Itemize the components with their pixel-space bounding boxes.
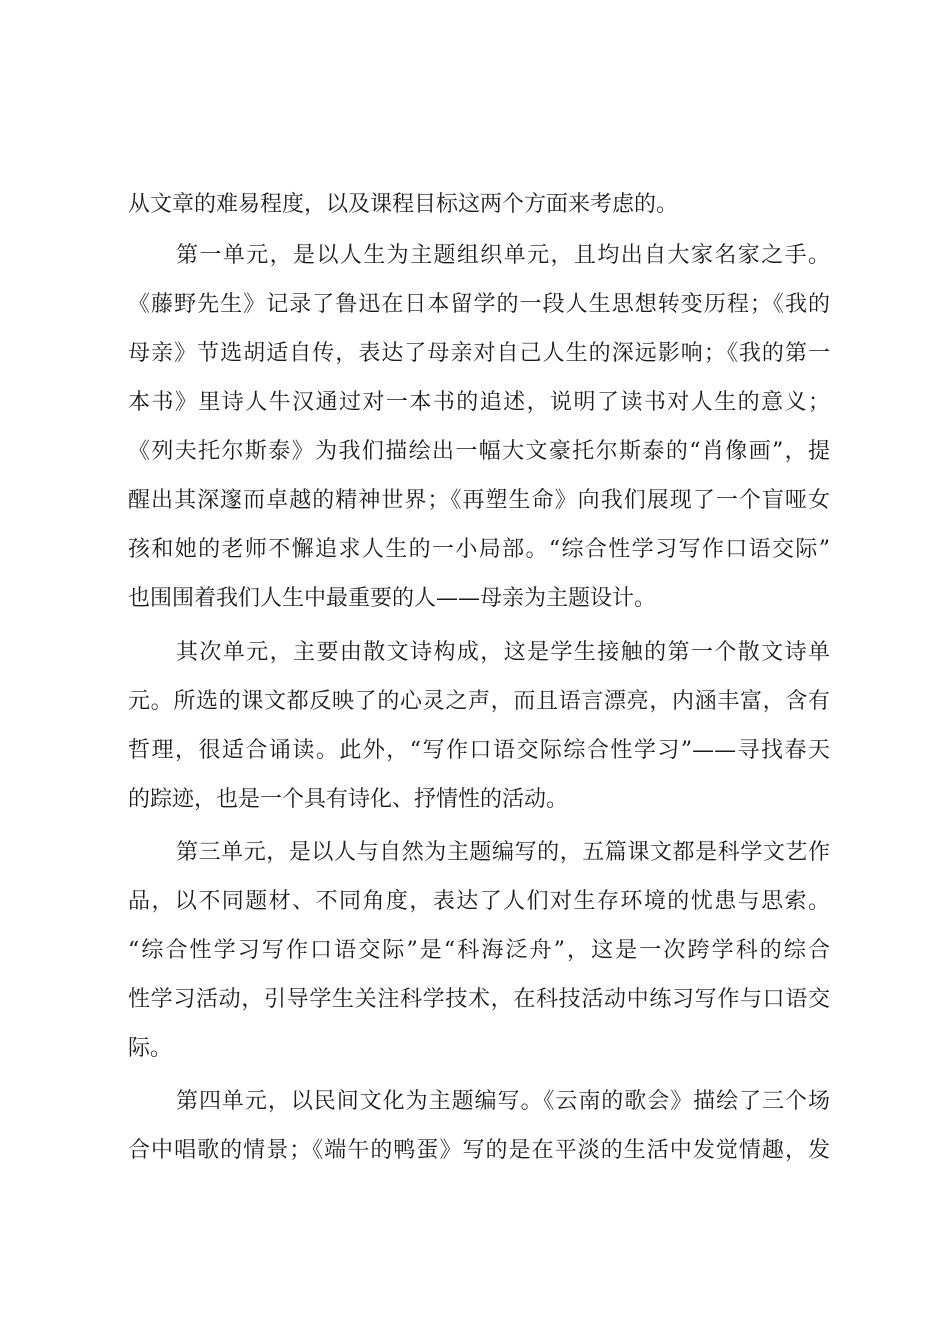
text-line: 醒出其深邃而卓越的精神世界；《再塑生命》向我们展现了一个盲哑女 [128,488,830,513]
text-line: 品，以不同题材、不同角度，表达了人们对生存环境的忧患与思索。 [128,889,830,914]
text-line: 从文章的难易程度，以及课程目标这两个方面来考虑的。 [128,192,679,217]
text-line: 本书》里诗人牛汉通过对一本书的追述，说明了读书对人生的意义； [128,390,830,415]
text-line: 性学习活动，引导学生关注科学技术，在科技活动中练习写作与口语交 [128,987,830,1012]
text-line: 《列夫托尔斯泰》为我们描绘出一幅大文豪托尔斯泰的“肖像画”，提 [128,439,830,464]
text-line: 母亲》节选胡适自传，表达了母亲对自己人生的深远影响；《我的第一 [128,341,830,366]
text-line: 的踪迹，也是一个具有诗化、抒情性的活动。 [128,787,569,812]
text-line: 《藤野先生》记录了鲁迅在日本留学的一段人生思想转变历程；《我的 [128,292,830,317]
text-line: “综合性学习写作口语交际”是“科海泛舟”，这是一次跨学科的综合 [128,938,830,963]
paragraph-first-line: 第一单元，是以人生为主题组织单元，且均出自大家名家之手。 [176,243,830,268]
text-line: 也围围着我们人生中最重要的人——母亲为主题设计。 [128,586,657,611]
paragraph-first-line: 第三单元，是以人与自然为主题编写的，五篇课文都是科学文艺作 [176,840,830,865]
text-line: 哲理，很适合诵读。此外，“写作口语交际综合性学习”——寻找春天 [128,738,830,763]
paragraph-first-line: 第四单元，以民间文化为主题编写。《云南的歌会》描绘了三个场 [176,1089,830,1114]
paragraph-first-line: 其次单元，主要由散文诗构成，这是学生接触的第一个散文诗单 [176,640,830,665]
text-line: 际。 [128,1036,173,1061]
text-line: 合中唱歌的情景；《端午的鸭蛋》写的是在平淡的生活中发觉情趣，发 [128,1138,830,1163]
text-line: 元。所选的课文都反映了的心灵之声，而且语言漂亮，内涵丰富，含有 [128,689,830,714]
text-line: 孩和她的老师不懈追求人生的一小局部。“综合性学习写作口语交际” [128,537,830,562]
